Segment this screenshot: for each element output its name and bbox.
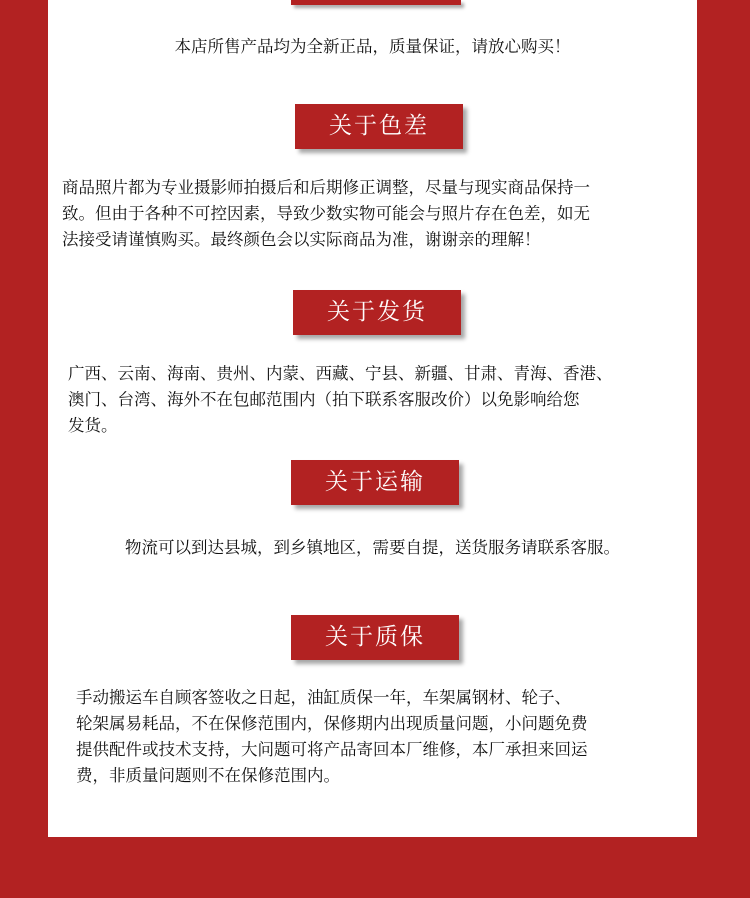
warranty-text: 手动搬运车自顾客签收之日起，油缸质保一年，车架属钢材、轮子、 轮架属易耗品，不在保修范围内，保修期内出现质量问题，小问题免费 提供配件或技术支持，大问题可将产品寄回本厂维修，本厂承担来回运 费，非质量问题则不在保修范围内。 [76, 688, 588, 785]
previous-heading-edge [291, 0, 461, 5]
shipping-text: 广西、云南、海南、贵州、内蒙、西藏、宁县、新疆、甘肃、青海、香港、 澳门、台湾、海外不在包邮范围内（拍下联系客服改价）以免影响给您 发货。 [68, 364, 613, 435]
transport-text: 物流可以到达县城，到乡镇地区，需要自提，送货服务请联系客服。 [125, 538, 620, 557]
heading-transport: 关于运输 [291, 460, 459, 505]
color-difference-text: 商品照片都为专业摄影师拍摄后和后期修正调整，尽量与现实商品保持一 致。但由于各种不可控因素，导致少数实物可能会与照片存在色差，如无 法接受请谨慎购买。最终颜色会以实际商品为准，谢谢亲的理解！ [62, 178, 590, 249]
heading-color-difference: 关于色差 [295, 104, 463, 149]
intro-text: 本店所售产品均为全新正品，质量保证，请放心购买！ [174, 37, 571, 56]
heading-warranty: 关于质保 [291, 615, 459, 660]
heading-shipping: 关于发货 [293, 290, 461, 335]
